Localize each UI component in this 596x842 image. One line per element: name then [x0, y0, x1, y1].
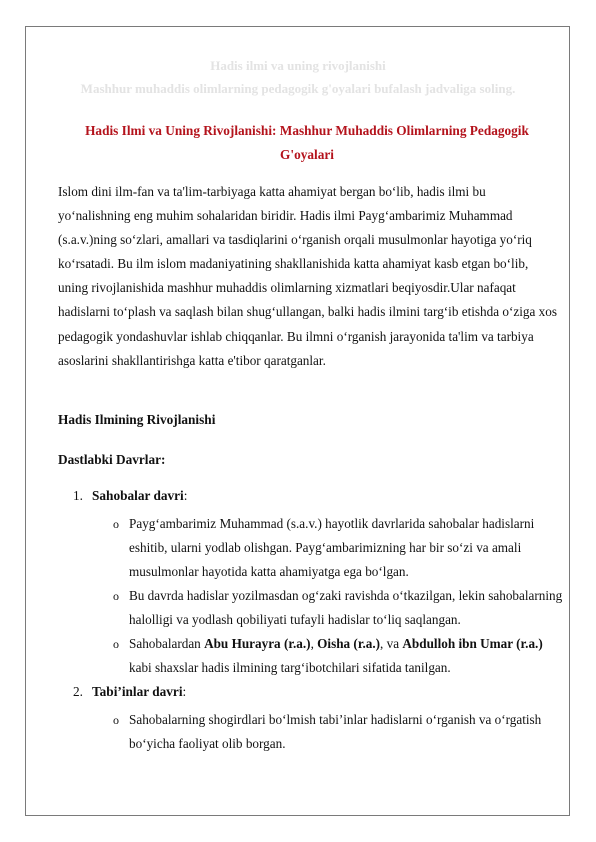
subsection-heading: Dastlabki Davrlar:	[58, 452, 166, 467]
list-item	[92, 632, 568, 680]
bullet-icon: o	[113, 589, 119, 603]
bullet-text: Sahobalarning shogirdlari bo‘lmish tabi’inlar hadislarni o‘rganish va o‘rgatish bo‘yicha faoliyat olib borgan.	[129, 712, 542, 751]
periods-list	[58, 484, 568, 756]
list-item	[92, 708, 568, 756]
bullet-icon: o	[113, 517, 119, 531]
list-item-title: Tabi’inlar davri	[92, 684, 183, 699]
list-item-title: Sahobalar davri	[92, 488, 184, 503]
list-item-colon: :	[183, 488, 188, 503]
list-item	[92, 584, 568, 632]
sub-list	[92, 512, 568, 680]
section-heading: Hadis Ilmining Rivojlanishi	[58, 412, 216, 427]
name-oisha: Oisha (r.a.)	[317, 636, 381, 651]
bullet-icon: o	[113, 637, 119, 651]
list-item-sahobalar	[58, 484, 568, 680]
document-title: Hadis Ilmi va Uning Rivojlanishi: Mashhur Muhaddis Olimlarning Pedagogik G'oyalari	[85, 123, 529, 162]
intro-paragraph: Islom dini ilm-fan va ta'lim-tarbiyaga katta ahamiyat bergan bo‘lib, hadis ilmi bu yo‘nalishning eng muhim sohalaridan biridir. Hadis ilmi Payg‘ambarimiz Muhammad (s.a.v.)ning so‘zlari, amallari va tasdiqlarini o‘rganish orqali musulmonlar hayotiga yo‘riq ko‘rsatadi. Bu ilm islom madaniyatining shakllanishida katta ahamiyat kasb etgan bo‘lib, uning rivojlanishida mashhur muhaddis olimlarning xizmatlari beqiyosdir.Ular nafaqat hadislarni to‘plash va saqlash bilan shug‘ullangan, balki hadis ilmini targ‘ib etishda o‘ziga xos pedagogik yondashuvlar ishlab chiqqanlar. Bu ilmni o‘rganish jarayonida ta'lim va tarbiya asoslarini shakllantirishga katta e'tibor qaratganlar.	[58, 184, 557, 368]
bullet-text-post: kabi shaxslar hadis ilmining targ‘ibotchilari sifatida tanilgan.	[129, 660, 451, 675]
watermark-line-1: Hadis ilmi va uning rivojlanishi	[210, 58, 386, 73]
list-item-tabiinlar	[58, 680, 568, 756]
name-abu-hurayra: Abu Hurayra (r.a.)	[204, 636, 311, 651]
list-number: 2.	[73, 684, 83, 699]
watermark-line-2: Mashhur muhaddis olimlarning pedagogik g'oyalari bufalash jadvaliga soling.	[80, 81, 516, 96]
separator: , va	[380, 636, 403, 651]
bullet-text: Payg‘ambarimiz Muhammad (s.a.v.) hayotlik davrlarida sahobalar hadislarni eshitib, ularni yodlab olishgan. Payg‘ambarimizning har bir so‘zi va amali musulmonlar hayotida katta ahamiyatga ega bo‘lgan.	[129, 516, 535, 579]
bullet-icon: o	[113, 713, 119, 727]
list-number: 1.	[73, 488, 83, 503]
name-abdulloh-ibn-umar: Abdulloh ibn Umar (r.a.)	[402, 636, 543, 651]
separator: ,	[310, 636, 318, 651]
sub-list	[92, 708, 568, 756]
list-item-colon: :	[182, 684, 187, 699]
bullet-text: Bu davrda hadislar yozilmasdan og‘zaki ravishda o‘tkazilgan, lekin sahobalarning halolligi va yodlash qobiliyati tufayli hadislar to‘liq saqlangan.	[129, 588, 563, 627]
bullet-text-pre: Sahobalardan	[129, 636, 205, 651]
list-item	[92, 512, 568, 584]
